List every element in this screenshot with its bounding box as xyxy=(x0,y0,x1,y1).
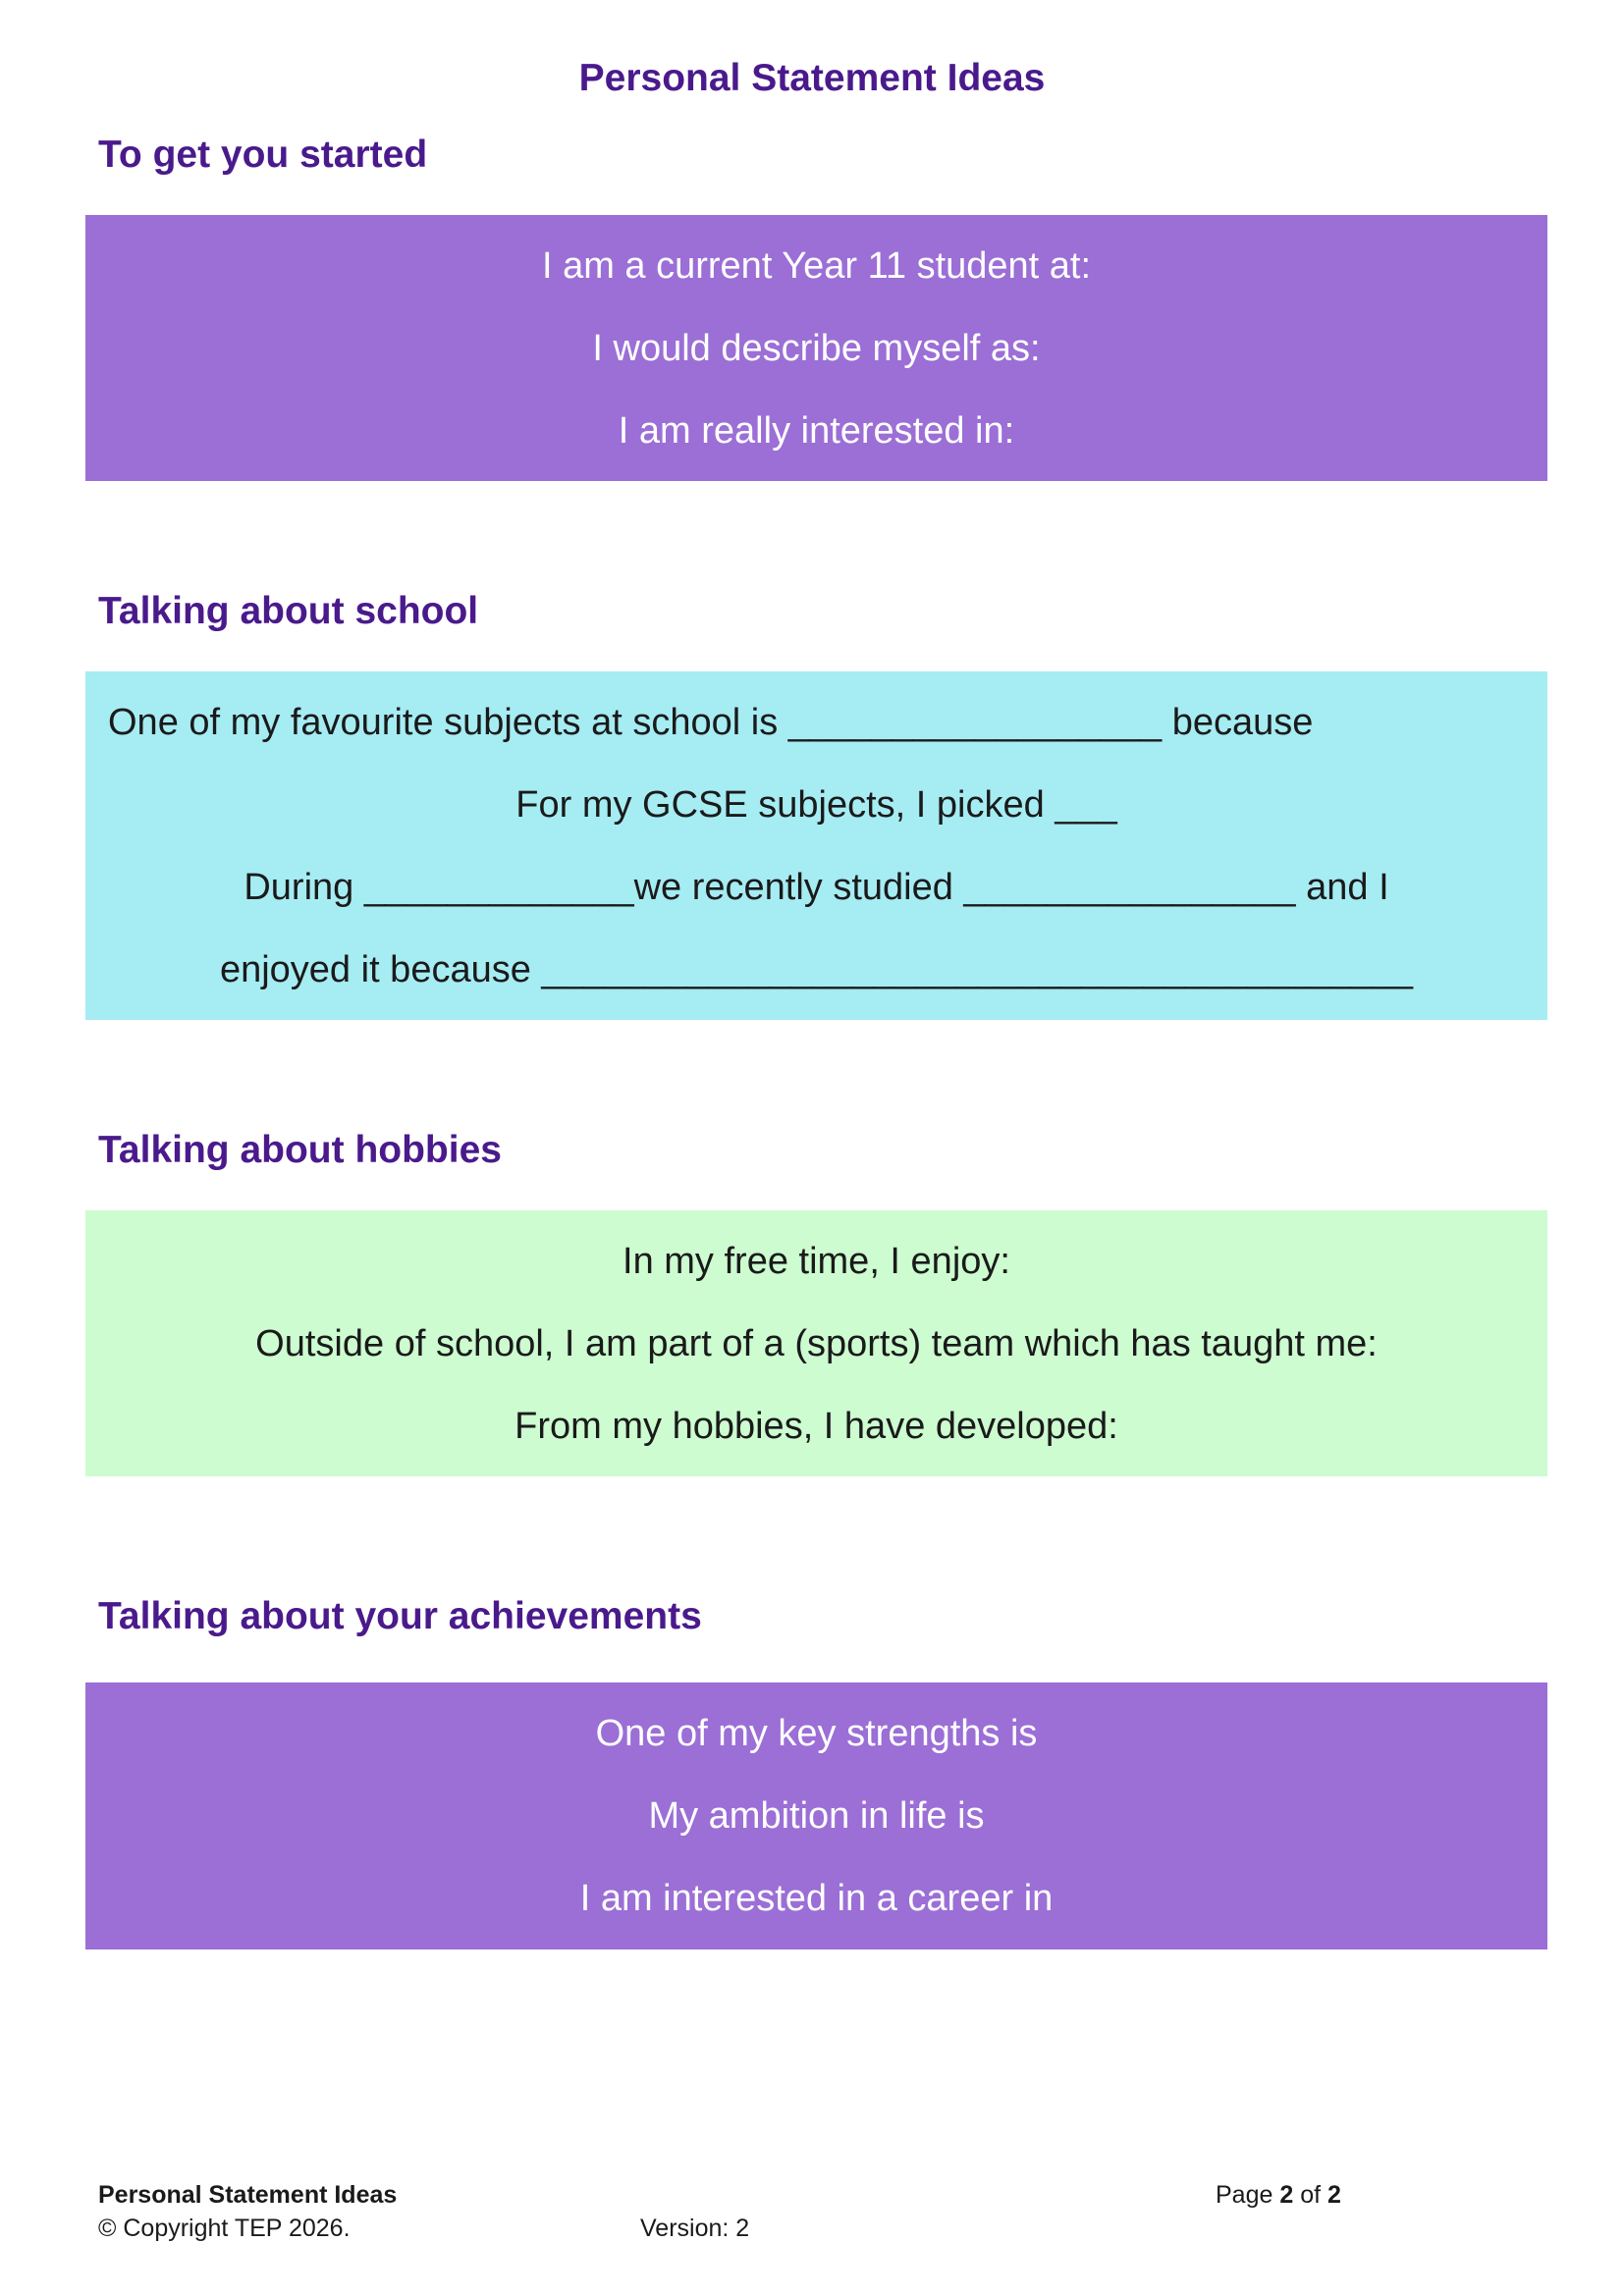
section-heading-achievements: Talking about your achievements xyxy=(98,1595,702,1637)
hobbies-box xyxy=(85,1210,1547,1476)
prompt-line: During _____________we recently studied ________________ and I xyxy=(244,866,1389,908)
get-started-box xyxy=(85,215,1547,481)
section-heading-school: Talking about school xyxy=(98,590,479,632)
prompt-line: I am interested in a career in xyxy=(579,1878,1054,1919)
page-current: 2 xyxy=(1279,2181,1294,2209)
achievements-box xyxy=(85,1682,1547,1949)
prompt-line: I would describe myself as: xyxy=(592,327,1041,369)
prompt-line: I am a current Year 11 student at: xyxy=(541,244,1092,287)
section-heading-get-started: To get you started xyxy=(98,133,428,176)
footer-copyright: © Copyright TEP 2026. xyxy=(98,2215,351,2242)
school-box xyxy=(85,671,1547,1020)
footer-version: Version: 2 xyxy=(640,2215,750,2242)
footer-document-name: Personal Statement Ideas xyxy=(98,2181,398,2209)
page-of: of xyxy=(1300,2181,1322,2209)
prompt-line: One of my favourite subjects at school is __________________ because xyxy=(108,701,1314,743)
prompt-line: I am really interested in: xyxy=(618,409,1015,452)
footer-page-number xyxy=(1216,2181,1341,2210)
page-prefix: Page xyxy=(1216,2181,1273,2209)
prompt-line: Outside of school, I am part of a (sports) team which has taught me: xyxy=(255,1322,1378,1364)
prompt-line: One of my key strengths is xyxy=(595,1713,1038,1754)
prompt-line: In my free time, I enjoy: xyxy=(623,1240,1010,1282)
section-heading-hobbies: Talking about hobbies xyxy=(98,1129,502,1171)
prompt-line: For my GCSE subjects, I picked ___ xyxy=(515,783,1117,826)
prompt-line: From my hobbies, I have developed: xyxy=(514,1405,1118,1447)
prompt-line: enjoyed it because __________________________________________ xyxy=(219,948,1414,990)
page-total: 2 xyxy=(1327,2181,1341,2209)
document-title: Personal Statement Ideas xyxy=(578,57,1046,99)
prompt-line: My ambition in life is xyxy=(648,1795,985,1837)
